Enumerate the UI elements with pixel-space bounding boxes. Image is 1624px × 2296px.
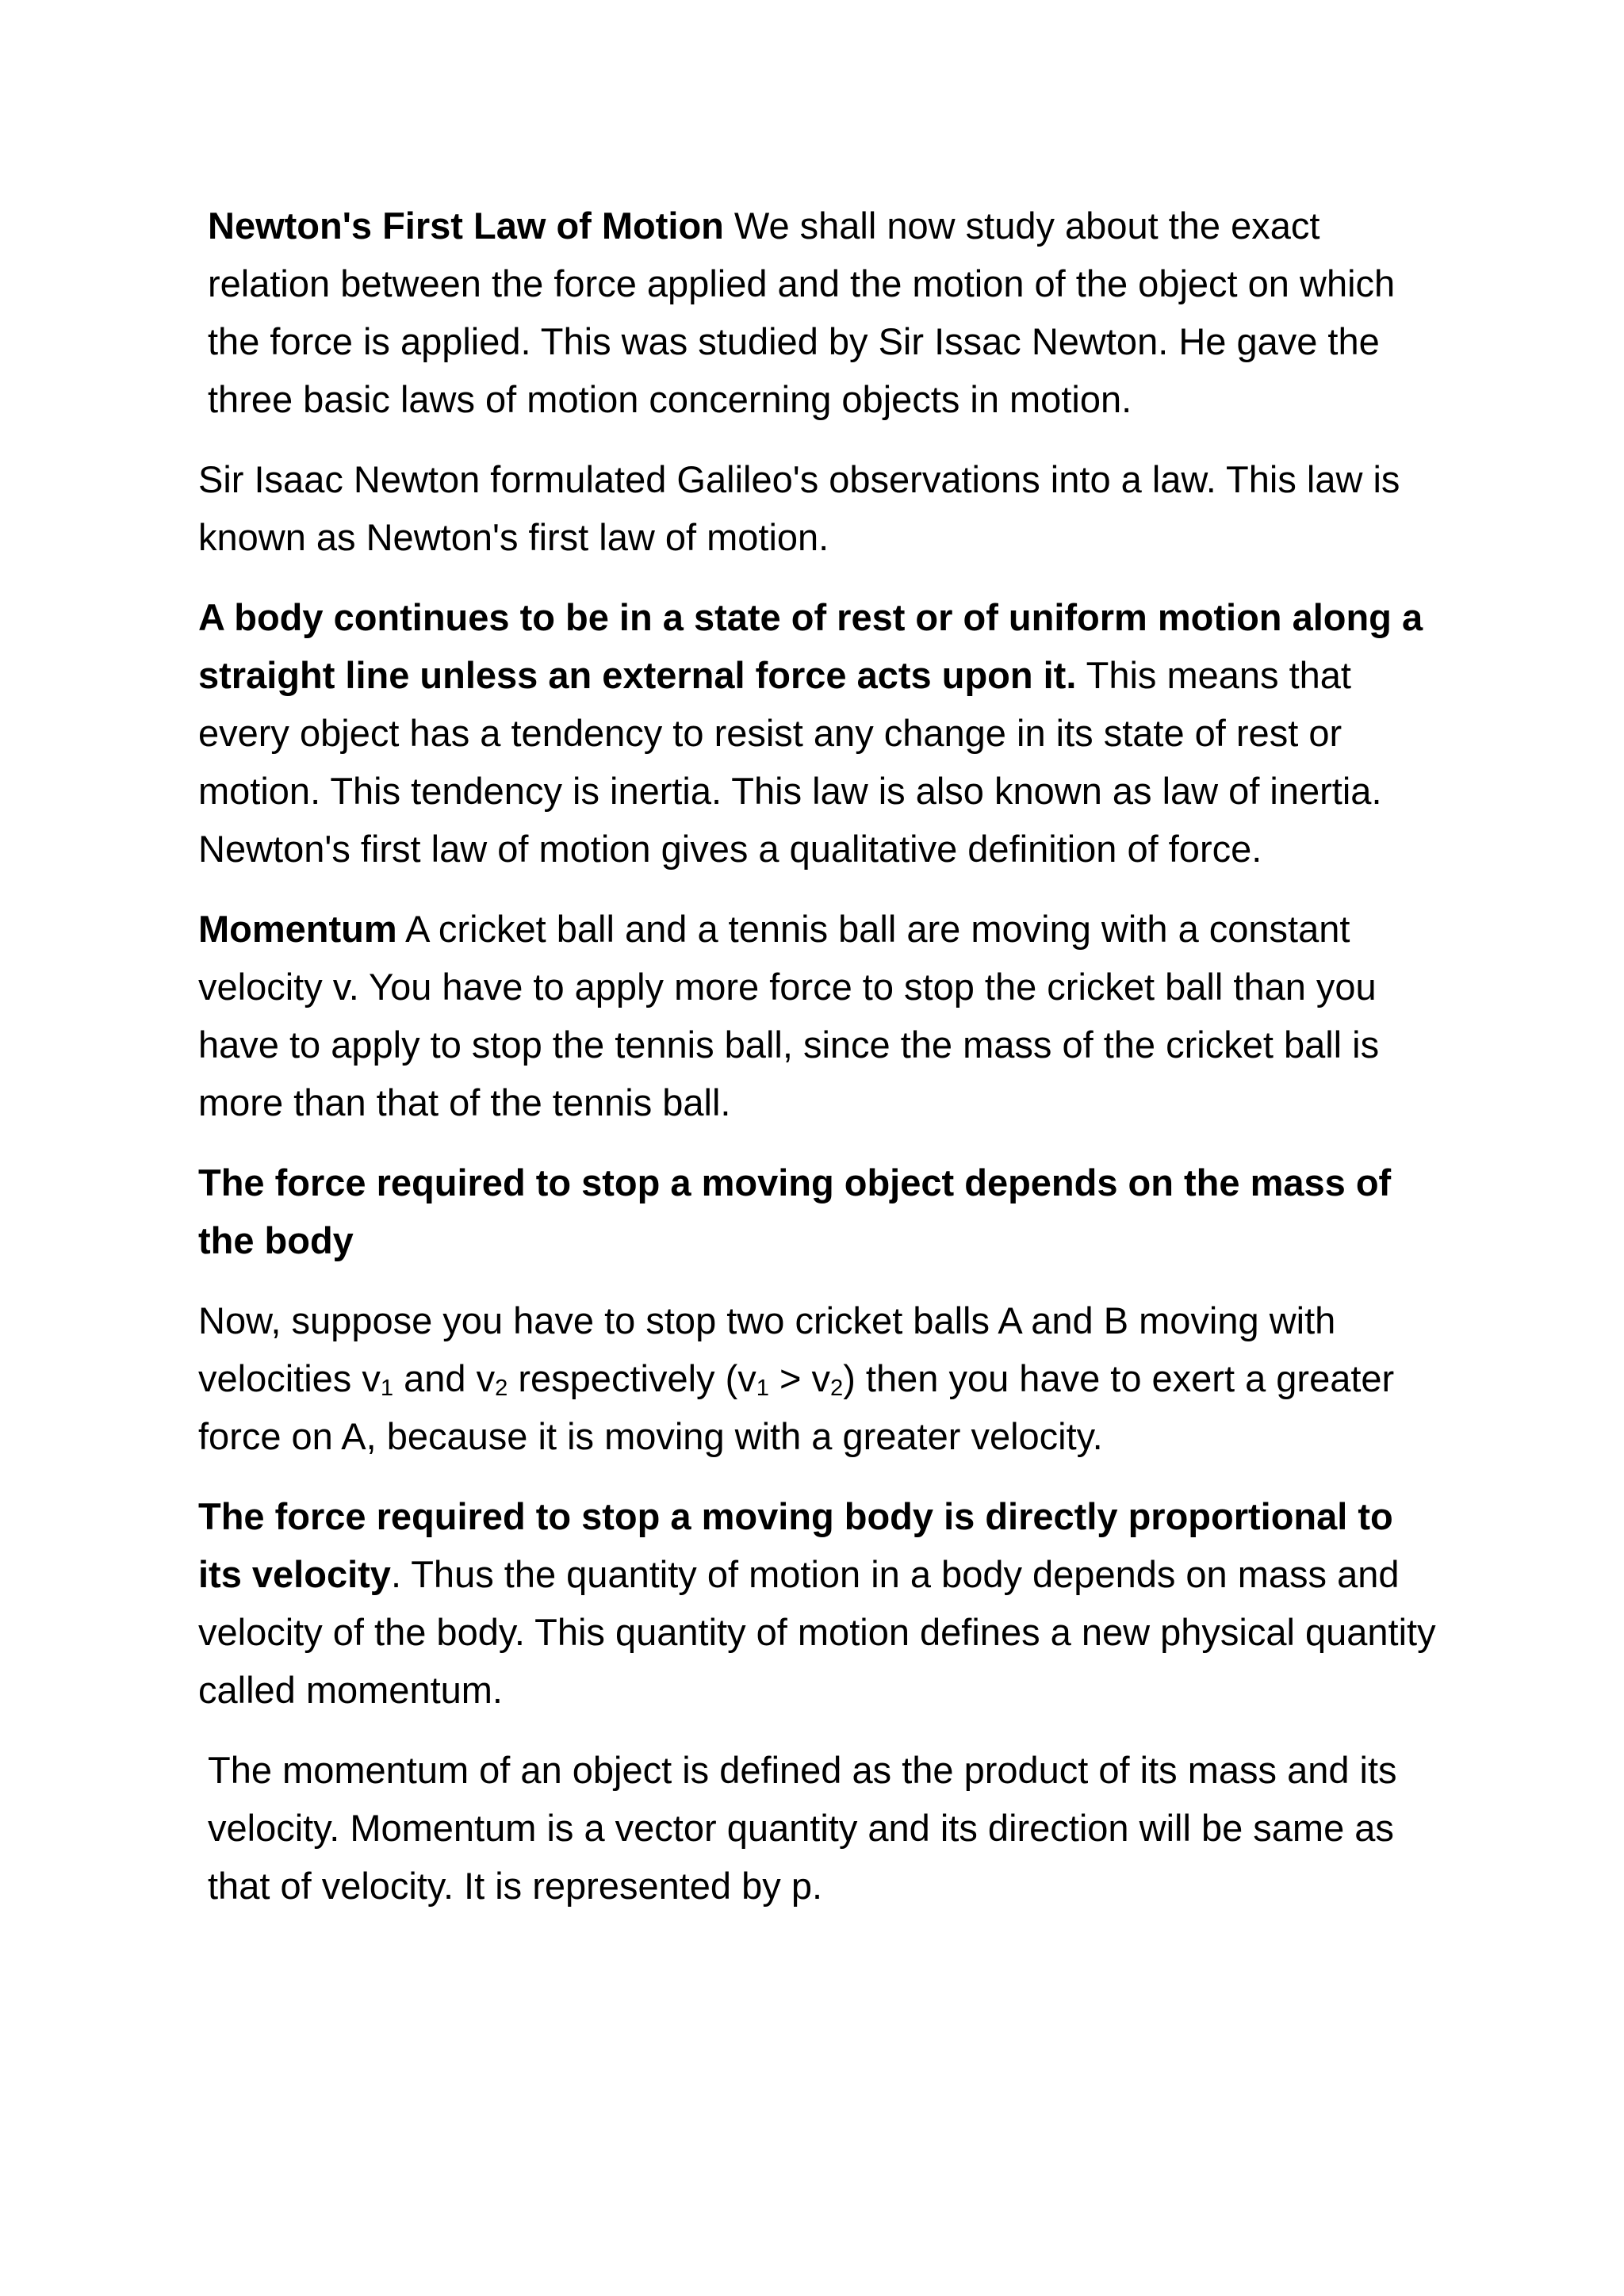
heading-momentum: Momentum [198, 908, 397, 950]
paragraph-text: . Thus the quantity of motion in a body depends on mass and velocity of the body. This quantity of motion defines a new physical quantity called momentum. [198, 1553, 1436, 1711]
bold-statement-velocity: The force required to stop a moving body is directly proportional to its velocity [198, 1495, 1393, 1595]
bold-statement-mass: The force required to stop a moving object depends on the mass of the body [198, 1161, 1392, 1261]
document-page [198, 197, 1443, 1937]
paragraph-law-statement [198, 588, 1443, 878]
paragraph-text: and v [393, 1357, 496, 1399]
paragraph-text: A cricket ball and a tennis ball are moving with a constant velocity v. You have to apply more force to stop the cricket ball than you have to apply to stop the tennis ball, since the mass of the cricket ball is more than that of the tennis ball. [198, 908, 1380, 1123]
heading-newtons-first-law: Newton's First Law of Motion [208, 205, 724, 247]
paragraph-text: This means that every object has a tendency to resist any change in its state of rest or motion. This tendency is inertia. This law is also known as law of inertia. Newton's first law of motion gives a qualitative definition of force. [198, 654, 1382, 870]
paragraph-force-proportional-velocity [198, 1487, 1443, 1719]
law-statement-bold: A body continues to be in a state of rest or of uniform motion along a straight line unless an external force acts upon it. [198, 596, 1423, 696]
subscript: 1 [756, 1376, 769, 1402]
paragraph-newtons-first-law-intro [198, 197, 1443, 428]
paragraph-force-depends-mass [198, 1154, 1443, 1269]
subscript: 2 [830, 1376, 844, 1402]
paragraph-two-cricket-balls [198, 1292, 1443, 1465]
subscript: 1 [380, 1376, 394, 1402]
paragraph-text: The momentum of an object is defined as the product of its mass and its velocity. Momentum is a vector quantity and its direction will be same as that of velocity. It is represented by p. [208, 1749, 1397, 1907]
paragraph-galileo-observations [198, 450, 1443, 566]
subscript: 2 [495, 1376, 508, 1402]
paragraph-text: Now, suppose you have to stop two cricket balls A and B moving with velocities v [198, 1299, 1336, 1399]
paragraph-text: We shall now study about the exact relation between the force applied and the motion of the object on which the force is applied. This was studied by Sir Issac Newton. He gave the three basic laws of motion concerning objects in motion. [208, 205, 1396, 420]
paragraph-text: ) then you have to exert a greater force on A, because it is moving with a greater velocity. [198, 1357, 1395, 1457]
paragraph-text: respectively (v [508, 1357, 756, 1399]
paragraph-momentum-definition [198, 1741, 1443, 1915]
paragraph-momentum [198, 900, 1443, 1131]
paragraph-text: > v [768, 1357, 831, 1399]
paragraph-text: Sir Isaac Newton formulated Galileo's observations into a law. This law is known as Newton's first law of motion. [198, 458, 1400, 558]
